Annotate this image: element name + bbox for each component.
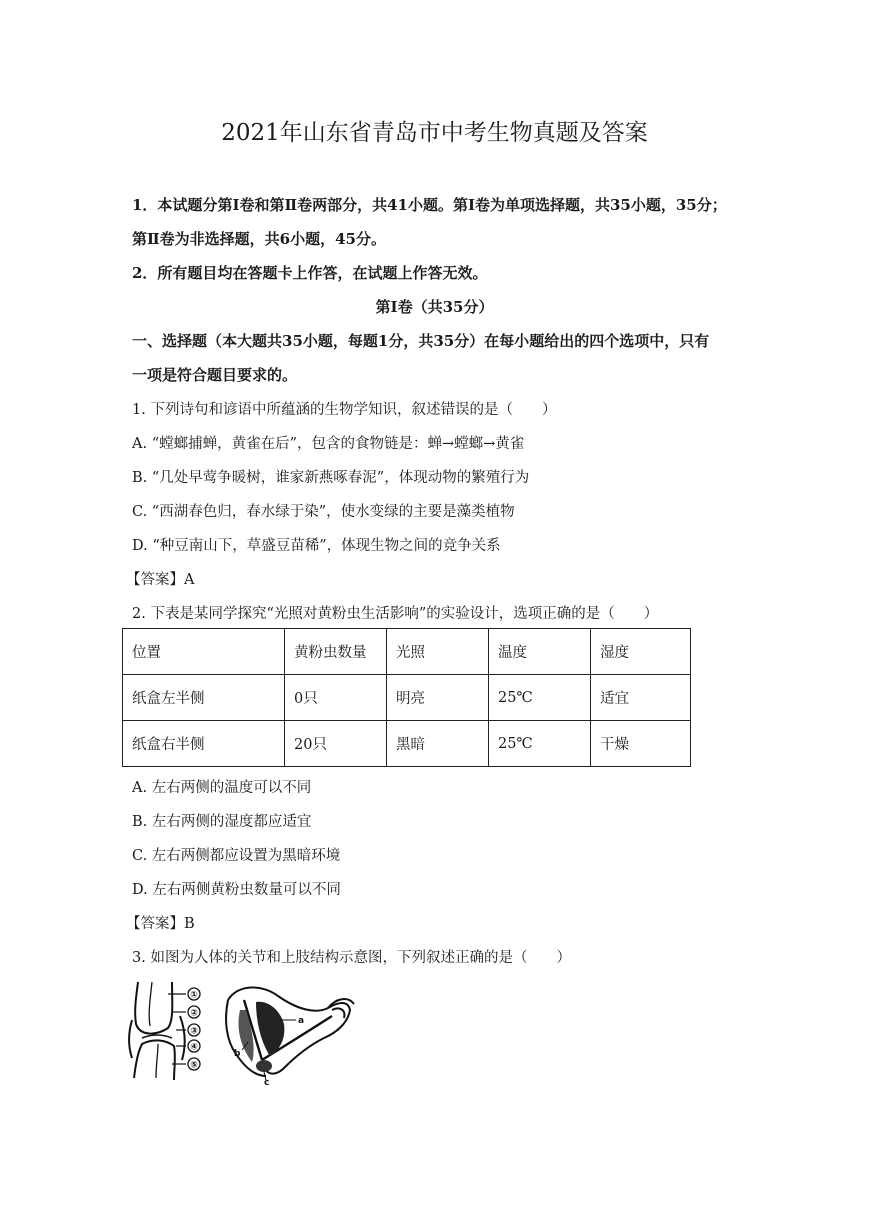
q2-option-a: A. 左右两侧的温度可以不同 xyxy=(132,780,312,796)
table-header-cell: 黄粉虫数量 xyxy=(285,629,387,675)
table-row xyxy=(123,675,691,721)
table-cell: 纸盒右半侧 xyxy=(123,721,285,767)
figure-label-5: ⑤ xyxy=(190,1060,198,1071)
figure-label-4: ④ xyxy=(190,1042,198,1053)
triceps-muscle xyxy=(239,1010,254,1062)
q1-option-b: B. “几处早莺争暖树，谁家新燕啄春泥”，体现动物的繁殖行为 xyxy=(132,470,530,486)
q3-stem: 3. 如图为人体的关节和上肢结构示意图，下列叙述正确的是（ ） xyxy=(132,950,571,966)
q1-answer: 【答案】A xyxy=(126,572,195,588)
joint-bone-upper xyxy=(135,982,172,1034)
table-header-cell: 湿度 xyxy=(591,629,691,675)
table-cell: 25℃ xyxy=(489,675,591,721)
table-header-cell: 位置 xyxy=(123,629,285,675)
q2-option-c: C. 左右两侧都应设置为黑暗环境 xyxy=(132,848,341,864)
table-header-cell: 光照 xyxy=(387,629,489,675)
note-line-1: 1．本试题分第Ⅰ卷和第Ⅱ卷两部分，共41小题。第Ⅰ卷为单项选择题，共35小题，35分； xyxy=(132,196,727,214)
table-cell: 明亮 xyxy=(387,675,489,721)
section-intro-line-2: 一项是符合题目要求的。 xyxy=(132,366,298,384)
q1-option-d: D. “种豆南山下，草盛豆苗稀”，体现生物之间的竞争关系 xyxy=(132,538,501,554)
page-title: 2021年山东省青岛市中考生物真题及答案 xyxy=(221,120,648,146)
table-cell: 25℃ xyxy=(489,721,591,767)
joint-and-arm-figure xyxy=(128,980,358,1085)
q2-option-b: B. 左右两侧的湿度都应适宜 xyxy=(132,814,312,830)
table-header-row xyxy=(123,629,691,675)
figure-label-b: b xyxy=(234,1049,241,1059)
joint-extra-lines xyxy=(149,982,158,1078)
joint-bone-lower xyxy=(134,1040,175,1080)
note-line-3: 2．所有题目均在答题卡上作答，在试题上作答无效。 xyxy=(132,264,488,282)
q2-stem: 2. 下表是某同学探究“光照对黄粉虫生活影响”的实验设计，选项正确的是（ ） xyxy=(132,606,659,622)
table-cell: 纸盒左半侧 xyxy=(123,675,285,721)
table-cell: 黑暗 xyxy=(387,721,489,767)
table-header-cell: 温度 xyxy=(489,629,591,675)
q1-option-a: A. “螳螂捕蝉，黄雀在后”，包含的食物链是：蝉→螳螂→黄雀 xyxy=(132,436,525,452)
experiment-table xyxy=(122,628,691,767)
note-line-2: 第Ⅱ卷为非选择题，共6小题，45分。 xyxy=(132,230,386,248)
elbow-joint xyxy=(256,1060,272,1072)
q1-option-c: C. “西湖春色归，春水绿于染”，使水变绿的主要是藻类植物 xyxy=(132,504,515,520)
q1-stem: 1. 下列诗句和谚语中所蕴涵的生物学知识，叙述错误的是（ ） xyxy=(132,402,557,418)
q2-option-d: D. 左右两侧黄粉虫数量可以不同 xyxy=(132,882,341,898)
table-cell: 干燥 xyxy=(591,721,691,767)
figure-label-3: ③ xyxy=(190,1026,198,1037)
figure-label-c: c xyxy=(264,1078,270,1085)
q2-answer: 【答案】B xyxy=(126,916,195,932)
table-cell: 20只 xyxy=(285,721,387,767)
table-cell: 0只 xyxy=(285,675,387,721)
section-intro-line-1: 一、选择题（本大题共35小题，每题1分，共35分）在每小题给出的四个选项中，只有 xyxy=(132,332,710,350)
section-title: 第Ⅰ卷（共35分） xyxy=(375,298,494,316)
table-cell: 适宜 xyxy=(591,675,691,721)
table-row xyxy=(123,721,691,767)
joint-cavity xyxy=(142,1035,172,1038)
figure-label-a: a xyxy=(298,1016,305,1026)
figure-label-1: ① xyxy=(190,990,198,1001)
figure-label-2: ② xyxy=(190,1008,198,1019)
